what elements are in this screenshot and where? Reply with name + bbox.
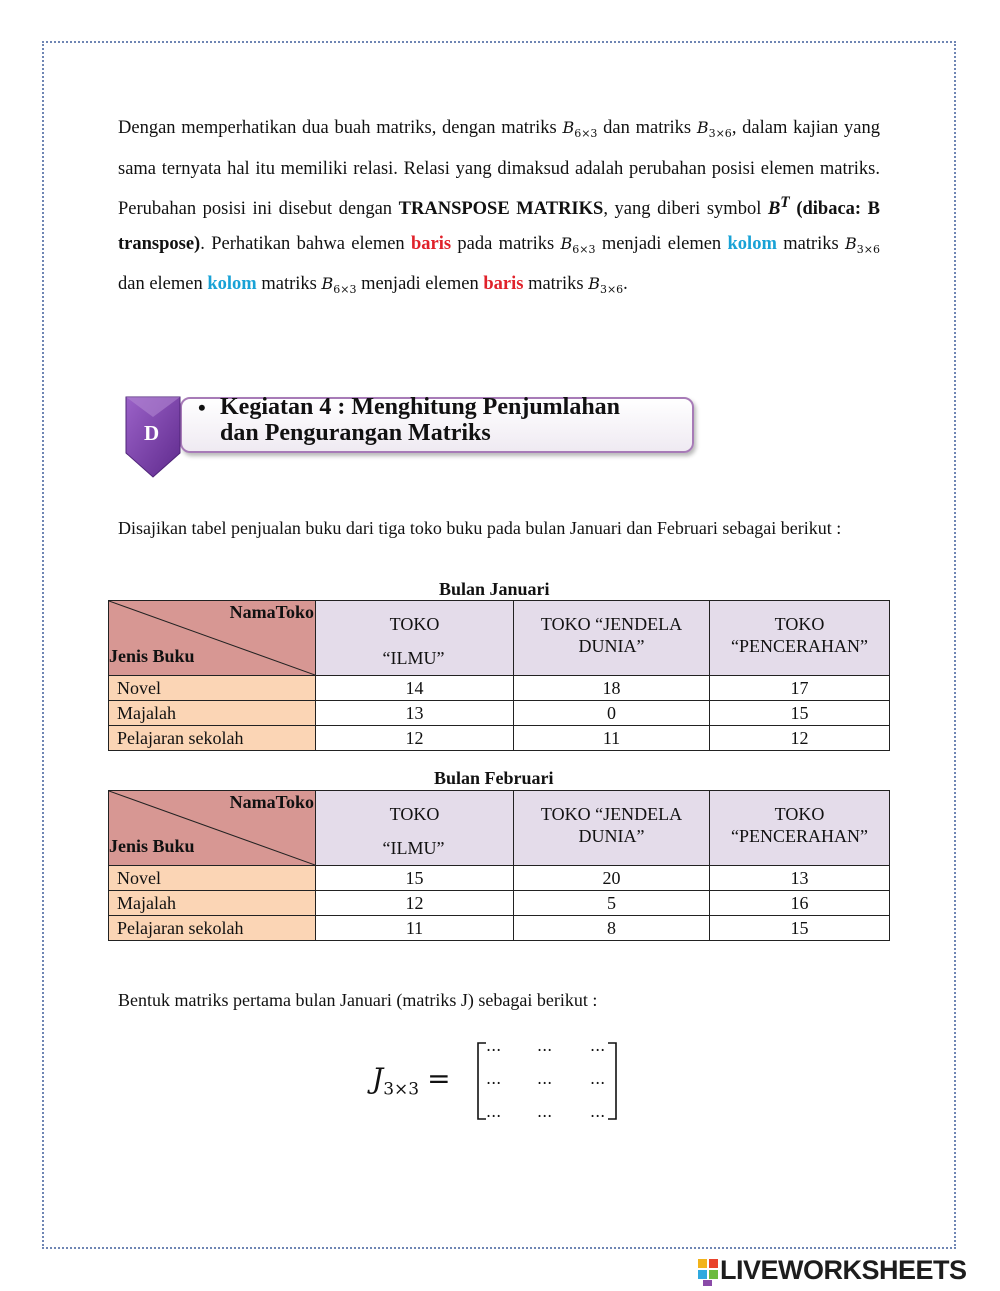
matrix-cell-input[interactable]: ... bbox=[486, 1036, 502, 1055]
section-bullet: • bbox=[198, 395, 206, 420]
table-caption-januari: Bulan Januari bbox=[439, 579, 550, 599]
table-row: Majalah 12 5 16 bbox=[109, 891, 890, 916]
section-title: Kegiatan 4 : Menghitung Penjumlahan dan Pengurangan Matriks bbox=[220, 394, 621, 446]
transpose-paragraph: Dengan memperhatikan dua buah matriks, dengan matriks $B_{6\times 3}$ dan matriks $B_{3\times 6}$, dalam kajian yang sama ternyata hal itu memiliki relasi. Relasi yang dimaksud adalah perubahan posisi elemen matriks. Perubahan posisi ini disebut dengan TRANSPOSE MATRIKS, yang diberi symbol $B^T$ (dibaca: B transpose). Perhatikan bahwa elemen baris pada matriks $B_{6\times 3}$ menjadi elemen kolom matriks $B_{3\times 6}$ dan elemen kolom matriks $B_{6\times 3}$ menjadi elemen baris matriks $B_{3\times 6}$. bbox=[118, 118, 881, 297]
matrix-name: $J_{3\times 3}$ = bbox=[372, 1062, 451, 1100]
section-letter: D bbox=[144, 421, 160, 445]
table-corner-header: NamaToko Jenis Buku bbox=[109, 601, 316, 676]
matrix-cell-input[interactable]: ... bbox=[537, 1069, 553, 1088]
column-header-toko-jendela-dunia: TOKO “JENDELA DUNIA” bbox=[514, 601, 710, 676]
column-header-toko-ilmu: TOKO “ILMU” bbox=[316, 791, 514, 866]
column-header-toko-ilmu: TOKO “ILMU” bbox=[316, 601, 514, 676]
liveworksheets-logo-icon bbox=[698, 1259, 720, 1287]
matrix-cell-input[interactable]: ... bbox=[486, 1069, 502, 1088]
column-header-toko-jendela-dunia: TOKO “JENDELA DUNIA” bbox=[514, 791, 710, 866]
matrix-prompt: Bentuk matriks pertama bulan Januari (matriks J) sebagai berikut : bbox=[118, 990, 598, 1010]
table-intro-text: Disajikan tabel penjualan buku dari tiga toko buku pada bulan Januari dan Februari sebagai berikut : bbox=[118, 518, 842, 538]
table-row: Novel 14 18 17 bbox=[109, 676, 890, 701]
matrix-cell-input[interactable]: ... bbox=[590, 1036, 606, 1055]
table-row: Pelajaran sekolah 11 8 15 bbox=[109, 916, 890, 941]
table-row: Pelajaran sekolah 12 11 12 bbox=[109, 726, 890, 751]
sales-table-februari bbox=[108, 790, 890, 941]
liveworksheets-logo bbox=[698, 1256, 998, 1286]
transpose-term: TRANSPOSE MATRIKS bbox=[398, 199, 604, 220]
matrix-cell-input[interactable]: ... bbox=[537, 1102, 553, 1121]
right-bracket bbox=[606, 1042, 618, 1120]
matrix-cell-input[interactable]: ... bbox=[486, 1102, 502, 1121]
matrix-cell-input[interactable]: ... bbox=[590, 1102, 606, 1121]
table-row: Novel 15 20 13 bbox=[109, 866, 890, 891]
column-header-toko-pencerahan: TOKO “PENCERAHAN” bbox=[710, 791, 890, 866]
column-header-toko-pencerahan: TOKO “PENCERAHAN” bbox=[710, 601, 890, 676]
table-corner-header: NamaToko Jenis Buku bbox=[109, 791, 316, 866]
table-row: Majalah 13 0 15 bbox=[109, 701, 890, 726]
matrix-equation bbox=[372, 1036, 632, 1126]
section-banner bbox=[122, 393, 702, 485]
sales-table-januari bbox=[108, 600, 890, 751]
matrix-cell-input[interactable]: ... bbox=[590, 1069, 606, 1088]
table-caption-februari: Bulan Februari bbox=[434, 768, 554, 788]
liveworksheets-brand-text: LIVEWORKSHEETS bbox=[720, 1255, 967, 1285]
matrix-cell-input[interactable]: ... bbox=[537, 1036, 553, 1055]
